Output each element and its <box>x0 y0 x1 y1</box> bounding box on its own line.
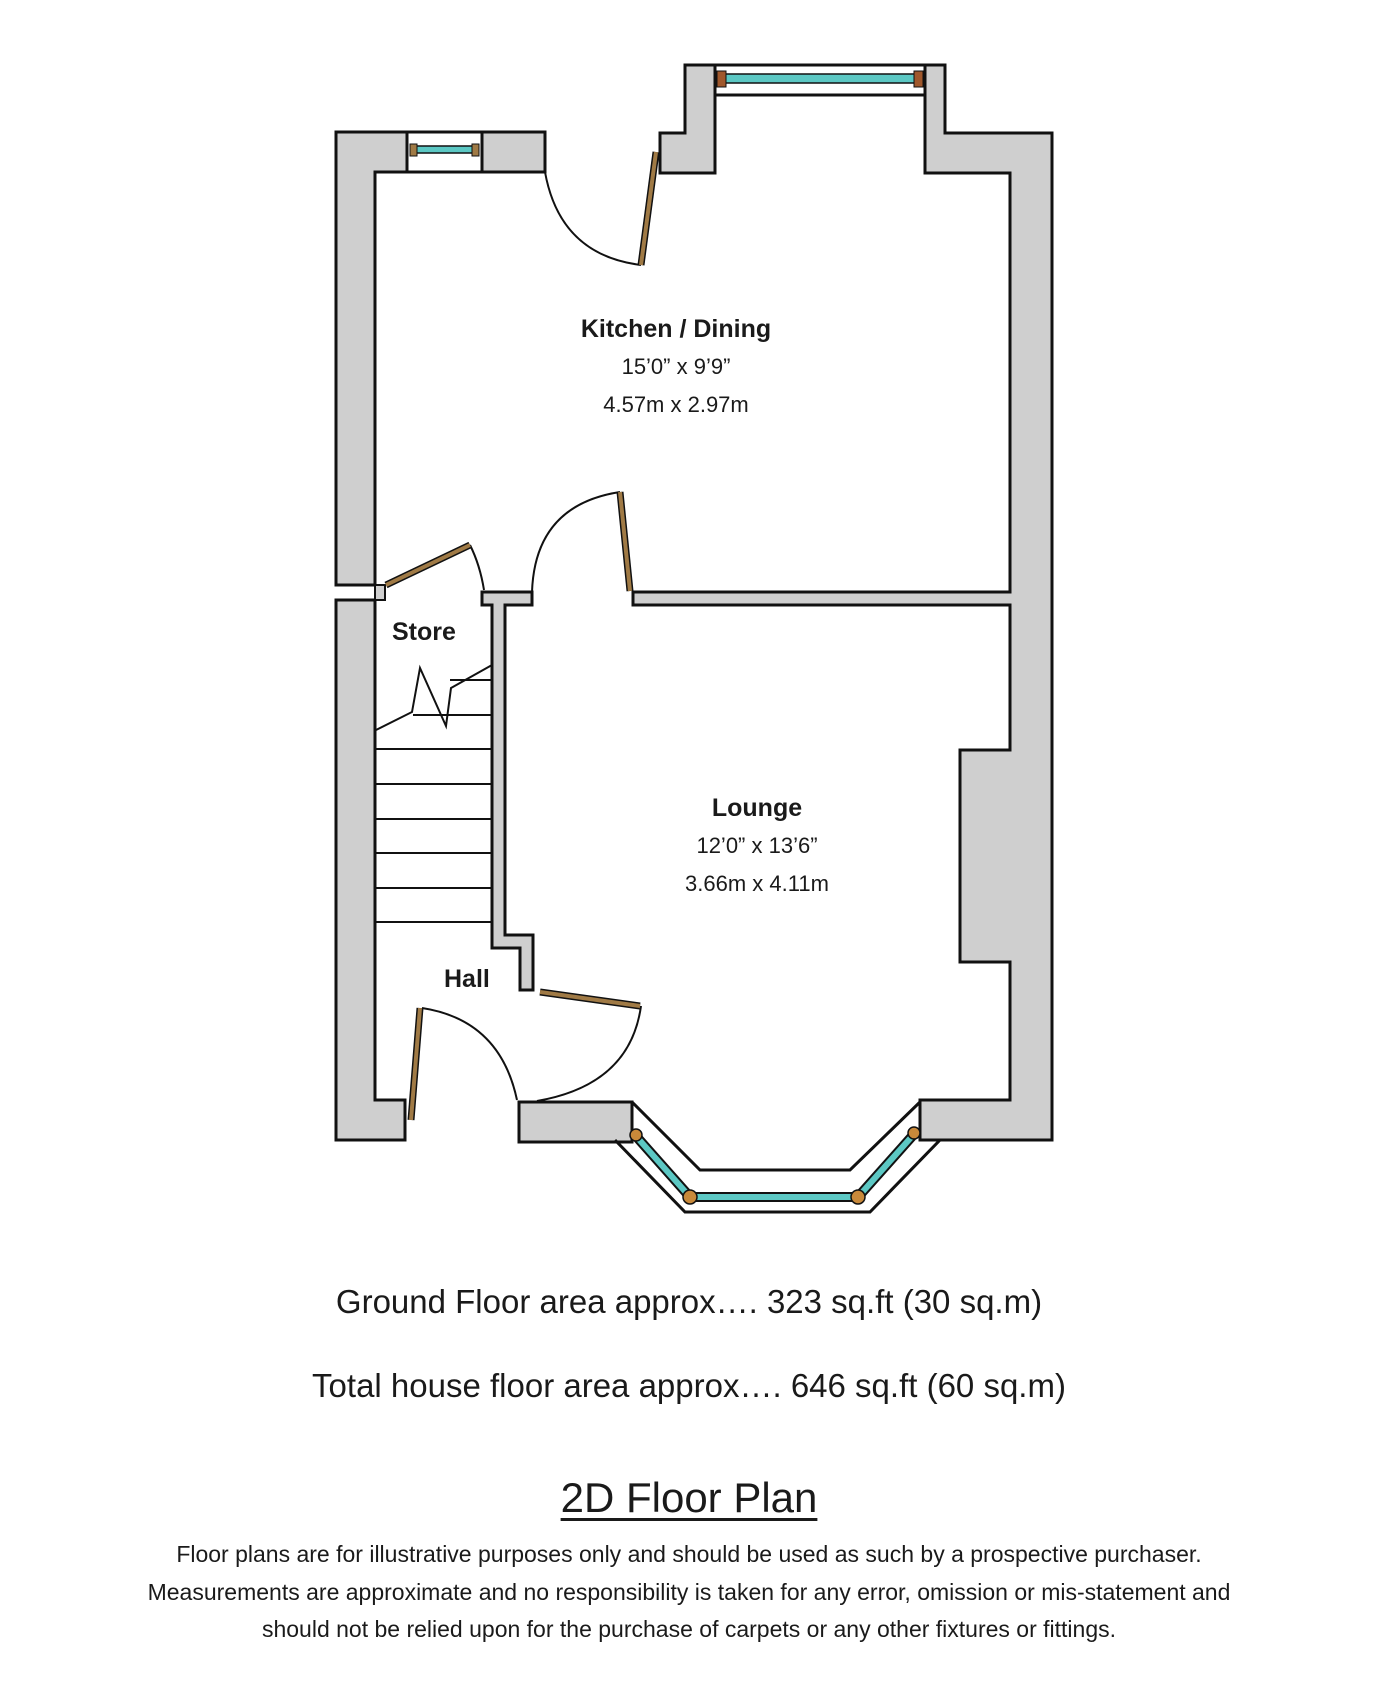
window-kitchen-small <box>407 132 482 172</box>
ground-floor-area: Ground Floor area approx…. 323 sq.ft (30 sq.m) <box>335 1283 1043 1320</box>
window-kitchen-bay <box>715 65 925 95</box>
wall-bay-left <box>660 65 715 173</box>
disclaimer <box>0 1536 1378 1649</box>
page-title <box>0 1474 1378 1522</box>
disclaimer-line: should not be relied upon for the purchase of carpets or any other fixtures or fittings. <box>261 1616 1117 1642</box>
window-lounge-bay <box>615 1102 940 1212</box>
wall-left-lower <box>336 600 405 1140</box>
room-dim-imperial: 12’0” x 13’6” <box>696 833 818 858</box>
room-label-kitchen <box>581 310 771 424</box>
wall-top-left <box>482 132 545 172</box>
room-name: Lounge <box>711 794 803 822</box>
room-name: Kitchen / Dining <box>580 315 772 343</box>
wall-bottom-mid <box>519 1102 632 1142</box>
staircase <box>376 665 492 922</box>
room-label-hall: Hall <box>444 965 490 993</box>
room-dim-imperial: 15’0” x 9’9” <box>621 354 731 379</box>
disclaimer-line: Floor plans are for illustrative purposes only and should be used as such by a prospective purchaser. <box>176 1541 1202 1567</box>
title-text: 2D Floor Plan <box>560 1474 818 1521</box>
disclaimer-line: Measurements are approximate and no responsibility is taken for any error, omission or mis-statement and <box>147 1578 1231 1605</box>
room-dim-metric: 4.57m x 2.97m <box>603 392 749 417</box>
room-dim-metric: 3.66m x 4.11m <box>685 871 829 896</box>
total-floor-area: Total house floor area approx…. 646 sq.ft (60 sq.m) <box>312 1367 1066 1404</box>
wall-stair <box>482 592 533 990</box>
wall-right <box>633 65 1052 1140</box>
room-label-store: Store <box>392 618 456 646</box>
room-label-lounge <box>685 789 829 903</box>
wall-left <box>336 132 407 585</box>
